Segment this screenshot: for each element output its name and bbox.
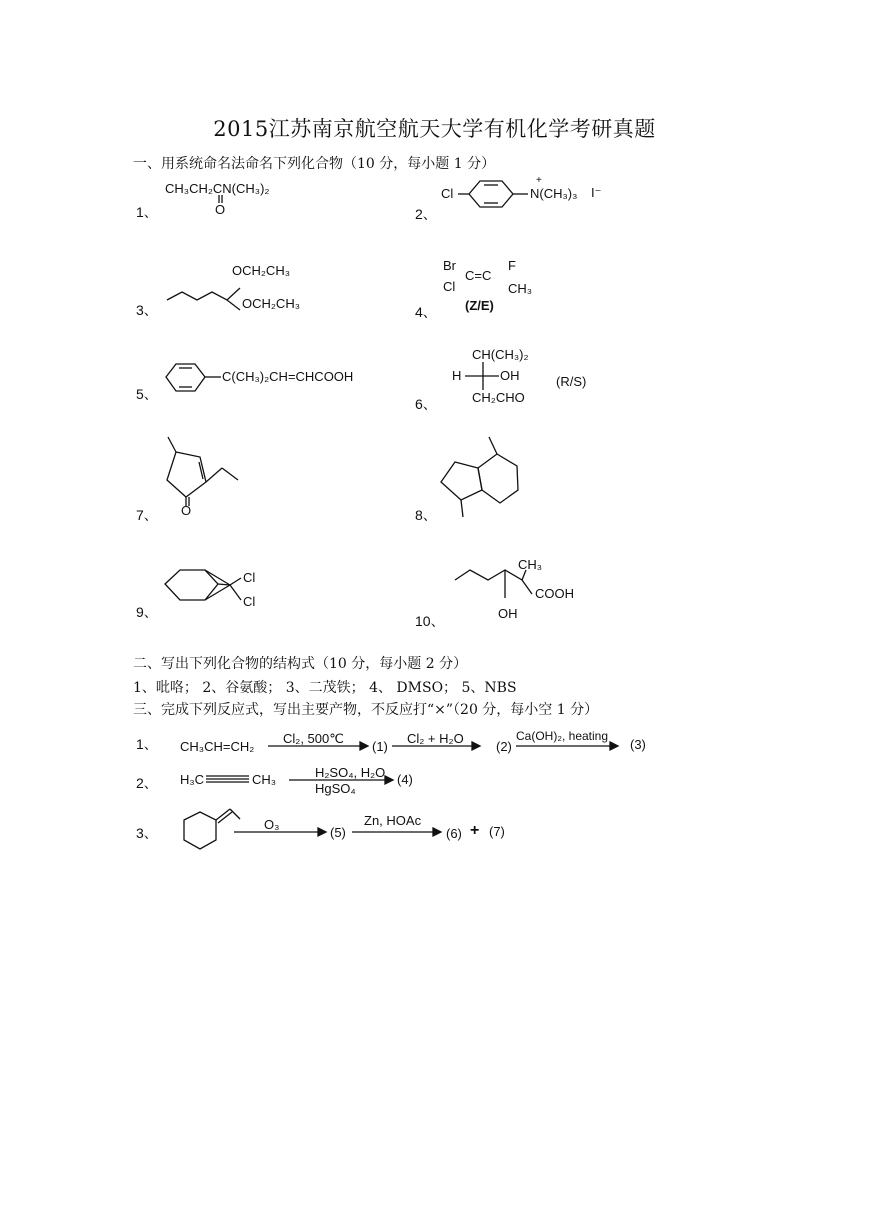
compound10-cooh: COOH bbox=[535, 586, 574, 601]
compound3-oet-top: OCH₂CH₃ bbox=[232, 263, 291, 278]
compound2-n-group: N(CH₃)₃ bbox=[530, 186, 578, 201]
compound4-ch3: CH₃ bbox=[508, 281, 533, 296]
compound6-bottom: CH₂CHO bbox=[472, 390, 525, 405]
compound6-tag: (R/S) bbox=[556, 374, 587, 389]
compound1-formula: CH₃CH₂CN(CH₃)₂ bbox=[165, 181, 270, 196]
compound9-cl2: Cl bbox=[243, 594, 256, 609]
reaction-number: 2、 bbox=[136, 775, 158, 791]
item-number: 2、 bbox=[415, 206, 437, 222]
section2-heading: 二、写出下列化合物的结构式（10 分，每小题 2 分） bbox=[133, 656, 468, 672]
section3-heading: 三、完成下列反应式，写出主要产物，不反应打“×”（20 分，每小空 1 分） bbox=[133, 702, 599, 718]
reaction2-ch3: CH₃ bbox=[252, 772, 277, 787]
compound4-f: F bbox=[508, 258, 516, 273]
reaction-number: 3、 bbox=[136, 825, 158, 841]
item-number: 5、 bbox=[136, 386, 158, 402]
item-number: 7、 bbox=[136, 507, 158, 523]
item-number: 1、 bbox=[136, 204, 158, 220]
reaction2-product4: (4) bbox=[397, 772, 413, 787]
reaction1-condition1: Cl₂, 500℃ bbox=[283, 731, 344, 746]
item-number: 10、 bbox=[415, 613, 445, 629]
compound2-iodide: I⁻ bbox=[591, 185, 602, 200]
reaction-number: 1、 bbox=[136, 736, 158, 752]
reaction2-condition-top: H₂SO₄, H₂O bbox=[315, 765, 386, 780]
item-number: 3、 bbox=[136, 302, 158, 318]
compound10-oh: OH bbox=[498, 606, 518, 621]
reaction3-plus: + bbox=[470, 822, 480, 839]
compound10-ch3: CH₃ bbox=[518, 557, 543, 572]
reaction1-condition3: Ca(OH)₂, heating bbox=[516, 729, 609, 743]
compound2-plus: + bbox=[536, 175, 542, 186]
item-number: 8、 bbox=[415, 507, 437, 523]
compound3-oet-bottom: OCH₂CH₃ bbox=[242, 296, 301, 311]
reaction3-product6: (6) bbox=[446, 826, 462, 841]
reaction1-reactant: CH₃CH=CH₂ bbox=[180, 739, 255, 754]
page-title: 2015江苏南京航空航天大学有机化学考研真题 bbox=[213, 117, 656, 141]
compound6-h: H bbox=[452, 368, 462, 383]
section1-heading: 一、用系统命名法命名下列化合物（10 分，每小题 1 分） bbox=[133, 156, 496, 172]
compound2-cl: Cl bbox=[441, 186, 454, 201]
reaction3-product7: (7) bbox=[489, 824, 505, 839]
item-number: 6、 bbox=[415, 396, 437, 412]
compound4-tag: (Z/E) bbox=[465, 298, 494, 313]
reaction3-condition2: Zn, HOAc bbox=[364, 813, 422, 828]
reaction1-product2: (2) bbox=[496, 739, 512, 754]
compound6-top: CH(CH₃)₂ bbox=[472, 347, 529, 362]
compound1-carbonyl-o: O bbox=[215, 202, 226, 217]
compound4-cl: Cl bbox=[443, 279, 456, 294]
reaction2-h3c: H₃C bbox=[180, 772, 205, 787]
reaction2-condition-bottom: HgSO₄ bbox=[315, 781, 356, 796]
compound4-cc: C=C bbox=[465, 268, 492, 283]
compound9-cl1: Cl bbox=[243, 570, 256, 585]
reaction3-product5: (5) bbox=[330, 825, 346, 840]
section2-line: 1、吡咯； 2、谷氨酸； 3、二茂铁； 4、 DMSO； 5、NBS bbox=[133, 680, 517, 696]
compound6-oh: OH bbox=[500, 368, 520, 383]
reaction3-condition1: O₃ bbox=[264, 817, 280, 832]
reaction1-product1: (1) bbox=[372, 739, 388, 754]
item-number: 9、 bbox=[136, 604, 158, 620]
compound4-br: Br bbox=[443, 258, 456, 273]
item-number: 4、 bbox=[415, 304, 437, 320]
compound7-o: O bbox=[181, 503, 192, 518]
compound5-chain: C(CH₃)₂CH=CHCOOH bbox=[222, 369, 354, 384]
reaction1-condition2: Cl₂ + H₂O bbox=[407, 731, 464, 746]
reaction1-product3: (3) bbox=[630, 737, 646, 752]
